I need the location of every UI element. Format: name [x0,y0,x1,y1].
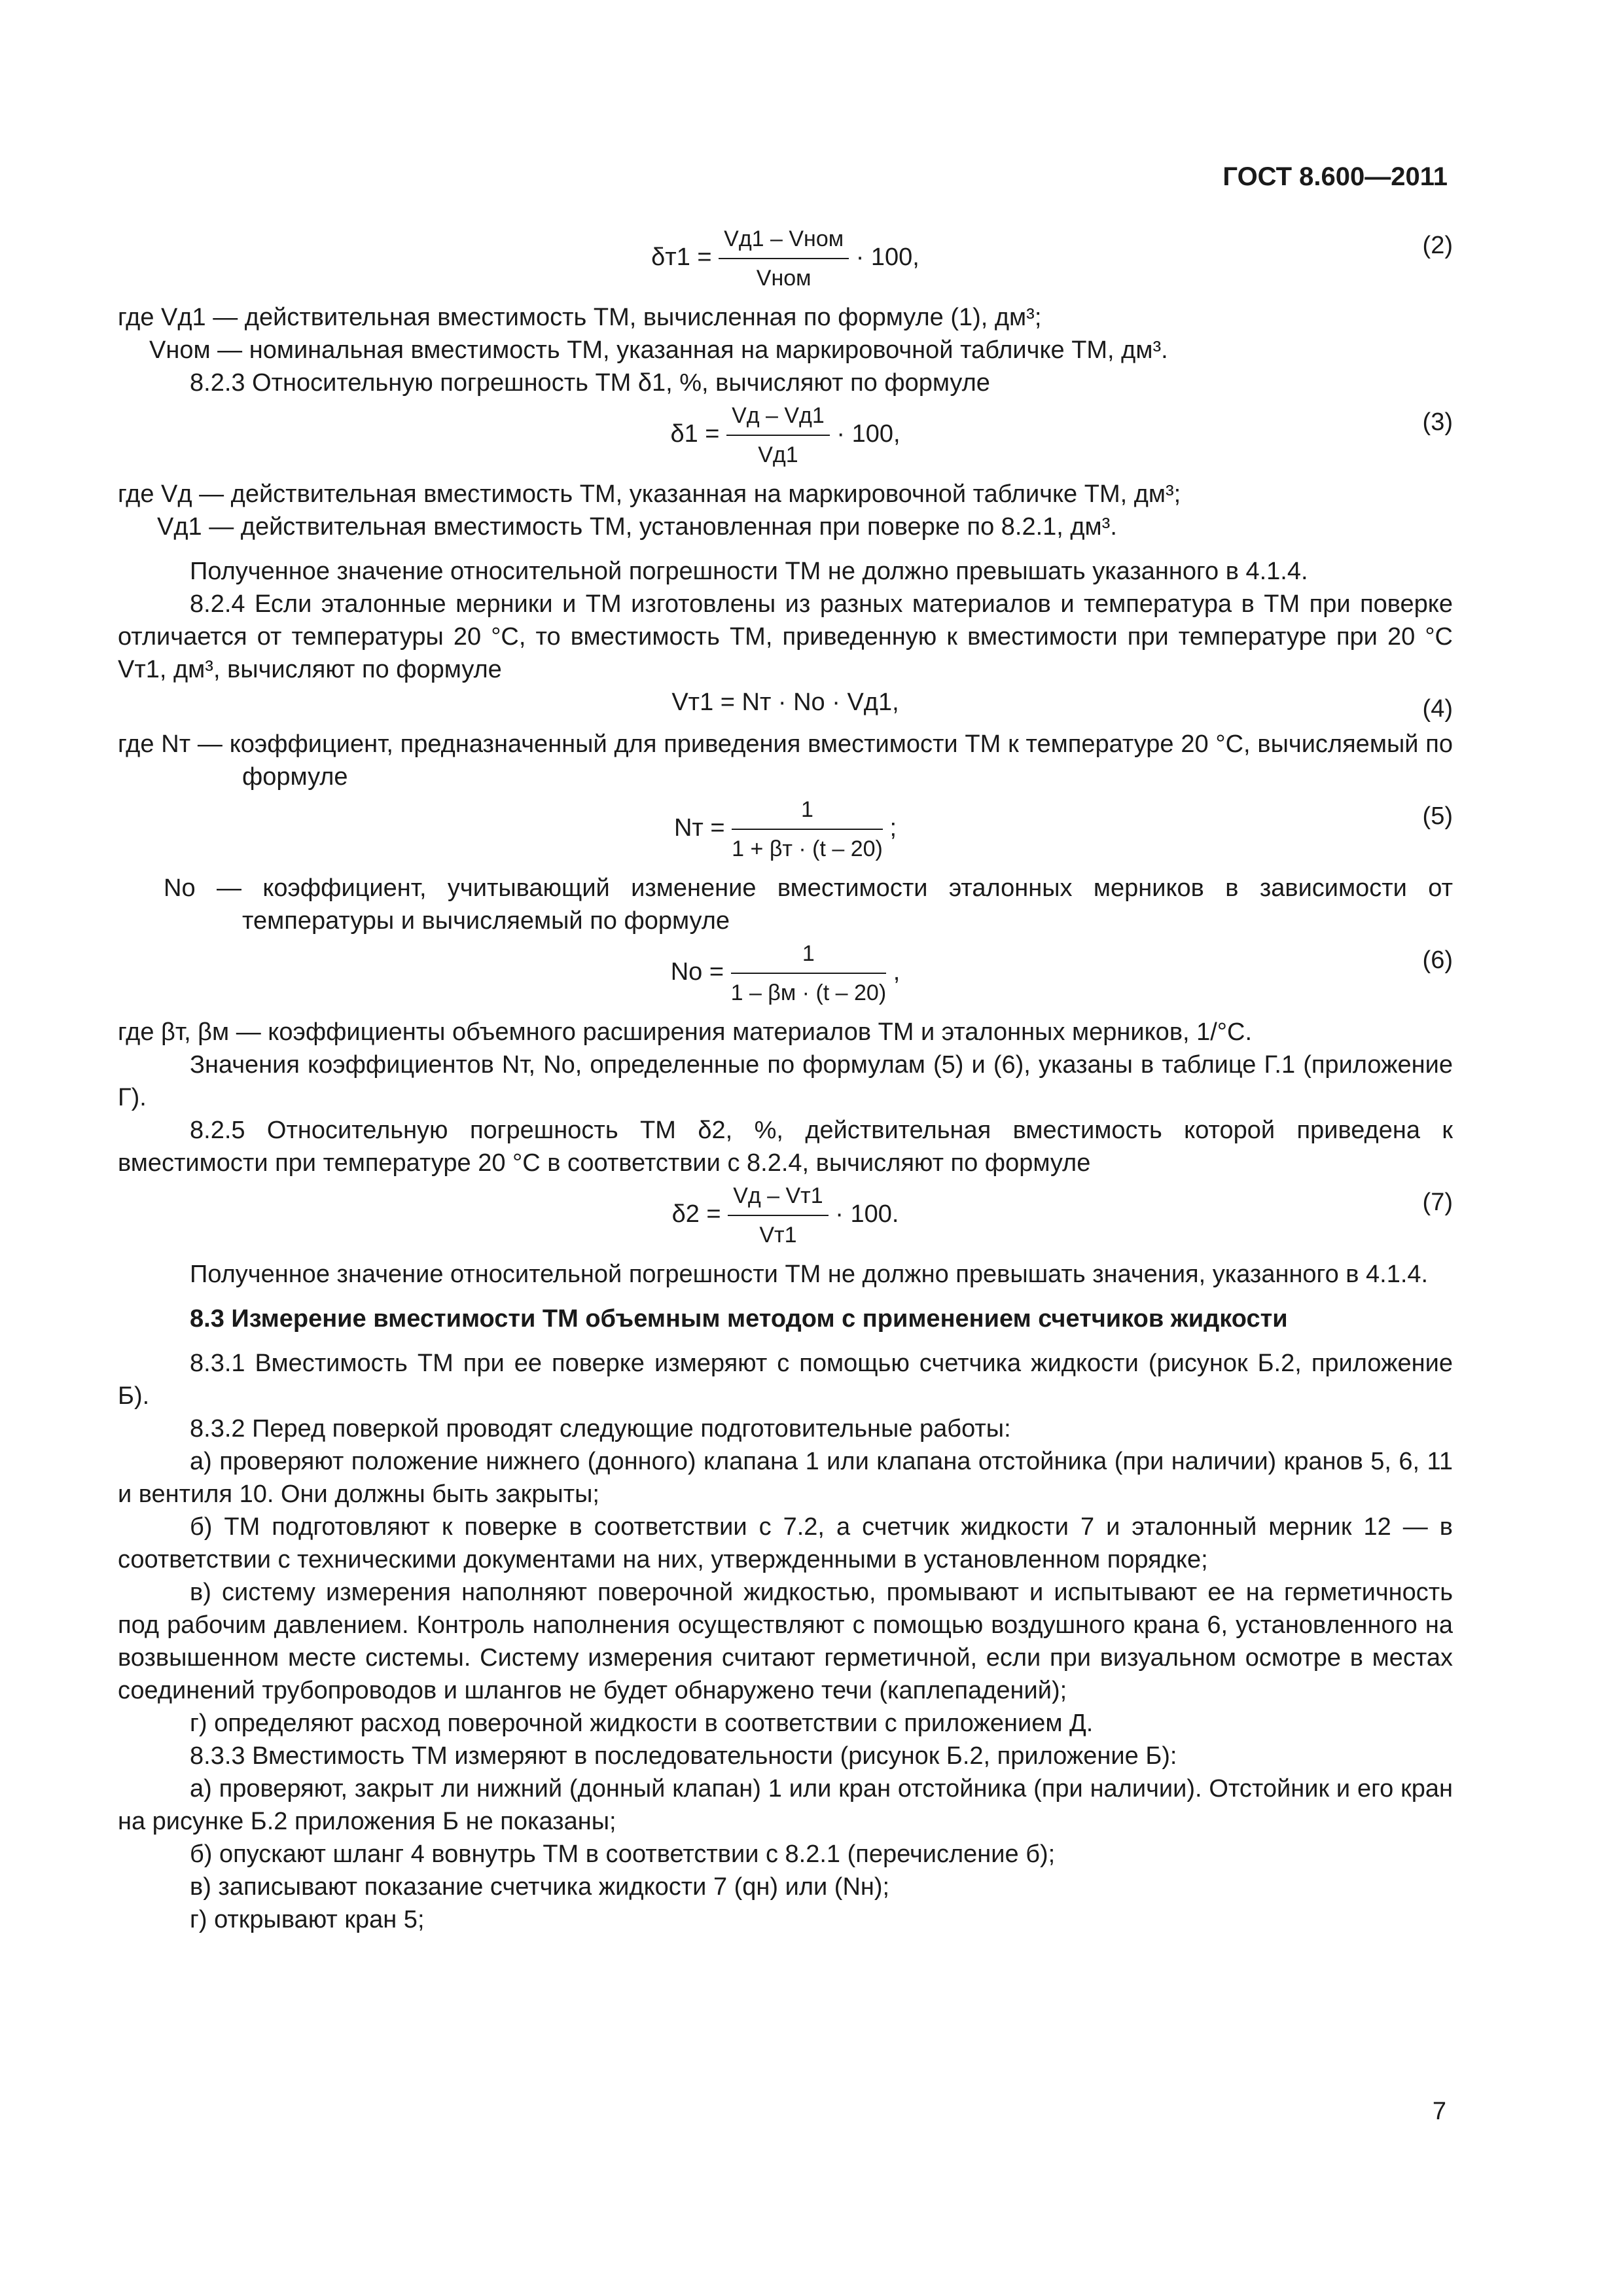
where-beta: где βт, βм — коэффициенты объемного расширения материалов ТМ и эталонных мерников, 1/°С. [118,1018,1253,1046]
formula-5-fraction [732,793,883,865]
formula-3-lhs: δ1 = [670,420,720,448]
result-paragraph-2: Полученное значение относительной погрешности ТМ не должно превышать значения, указанного в 4.1.4. [190,1261,1429,1288]
formula-2-lhs: δт1 = [651,243,712,272]
paragraph-8-3-3: 8.3.3 Вместимость ТМ измеряют в последовательности (рисунок Б.2, приложение Б): [190,1742,1177,1770]
paragraph-8-2-4: 8.2.4 Если эталонные мерники и ТМ изготовлены из разных материалов и температура в ТМ при поверке отличается от температуры 20 °С, то вместимость ТМ, приведенную к вместимости при температуре при 20 °С Vт1, дм³, вычисляют по формуле [118,590,1453,683]
paragraph-8-3-3-a: а) проверяют, закрыт ли нижний (донный клапан) 1 или кран отстойника (при наличии). Отстойник и его кран на рисунке Б.2 приложения Б не показаны; [118,1775,1453,1835]
coefficients-paragraph: Значения коэффициентов Nт, Nо, определенные по формулам (5) и (6), указаны в таблице Г.1 (приложение Г). [118,1051,1453,1111]
formula-6-tail: , [893,958,901,986]
formula-3-fraction [726,399,830,471]
where-vd1-2: Vд1 — действительная вместимость ТМ, установленная при поверке по 8.2.1, дм³. [157,513,1117,541]
paragraph-8-3-1: 8.3.1 Вместимость ТМ при ее поверке измеряют с помощью счетчика жидкости (рисунок Б.2, приложение Б). [118,1350,1453,1410]
formula-2-tail: · 100, [855,243,919,272]
formula-5-tail: ; [889,814,897,842]
where-nt: где Nт — коэффициент, предназначенный для приведения вместимости ТМ к температуре 20 °С, вычисляемый по формуле [118,730,1453,791]
formula-5-numerator: 1 [732,793,883,830]
doc-header-code: ГОСТ 8.600—2011 [1222,162,1448,191]
formula-7-numerator: Vд – Vт1 [728,1179,828,1216]
formula-5 [118,793,1453,872]
formula-7-number: (7) [1422,1189,1453,1216]
formula-6-lhs: Nо = [670,958,724,986]
formula-3-numerator: Vд – Vд1 [726,399,830,436]
paragraph-8-2-5: 8.2.5 Относительную погрешность ТМ δ2, %, действительная вместимость которой приведена к вместимости при температуре 20 °С в соответствии с 8.2.4, вычисляют по формуле [118,1117,1453,1177]
section-heading-8-3: 8.3 Измерение вместимости ТМ объемным методом с применением счетчиков жидкости [190,1305,1288,1333]
formula-3-number: (3) [1422,408,1453,436]
formula-5-denominator: 1 + βт · (t – 20) [732,836,883,861]
paragraph-8-2-3: 8.2.3 Относительную погрешность ТМ δ1, %, вычисляют по формуле [190,369,990,397]
formula-2-number: (2) [1422,232,1453,259]
where-no: Nо — коэффициент, учитывающий изменение вместимости эталонных мерников в зависимости от температуры и вычисляемый по формуле [164,874,1453,935]
paragraph-8-3-2-c: в) систему измерения наполняют поверочной жидкостью, промывают и испытывают ее на герметичность под рабочим давлением. Контроль наполнения осуществляют с помощью воздушного крана 6, установленного на возвышенном месте системы. Систему измерения считают герметичной, если при визуальном осмотре в местах соединений трубопроводов и шлангов не будет обнаружено течи (каплепадений); [118,1579,1453,1704]
formula-2-fraction [719,223,849,295]
formula-4 [118,686,1453,728]
formula-7-denominator: Vт1 [759,1223,797,1247]
formula-4-number: (4) [1422,695,1453,723]
paragraph-8-3-3-b: б) опускают шланг 4 вовнутрь ТМ в соответствии с 8.2.1 (перечисление б); [190,1840,1056,1868]
page-number: 7 [1432,2098,1446,2125]
paragraph-8-3-2-a: а) проверяют положение нижнего (донного) клапана 1 или клапана отстойника (при наличии) кранов 5, 6, 11 и вентиля 10. Они должны быть закрыты; [118,1448,1453,1508]
formula-3-tail: · 100, [836,420,901,448]
result-paragraph-1: Полученное значение относительной погрешности ТМ не должно превышать указанного в 4.1.4. [190,558,1308,585]
paragraph-8-3-2: 8.3.2 Перед поверкой проводят следующие подготовительные работы: [190,1415,1011,1443]
where-vd: где Vд — действительная вместимость ТМ, указанная на маркировочной табличке ТМ, дм³; [118,480,1181,508]
paragraph-8-3-2-b: б) ТМ подготовляют к поверке в соответствии с 7.2, а счетчик жидкости 7 и эталонный мерник 12 — в соответствии с техническими документами на них, утвержденными в установленном порядке; [118,1513,1453,1573]
formula-7-tail: · 100. [835,1200,899,1229]
where-vnom: Vном — номинальная вместимость ТМ, указанная на маркировочной табличке ТМ, дм³. [149,336,1168,364]
paragraph-8-3-3-c: в) записывают показание счетчика жидкости 7 (qн) или (Nн); [190,1873,890,1901]
paragraph-8-3-3-d: г) открывают кран 5; [190,1906,425,1933]
formula-5-lhs: Nт = [673,814,725,842]
page-content [118,223,1453,1936]
formula-6-number: (6) [1422,946,1453,974]
formula-7-fraction [728,1179,828,1251]
formula-5-number: (5) [1422,802,1453,830]
formula-3-denominator: Vд1 [758,442,798,467]
formula-2-numerator: Vд1 – Vном [719,223,849,259]
formula-2 [118,223,1453,301]
formula-2-denominator: Vном [756,266,812,291]
formula-7-lhs: δ2 = [671,1200,721,1229]
formula-7 [118,1179,1453,1258]
paragraph-8-3-2-d: г) определяют расход поверочной жидкости в соответствии с приложением Д. [190,1710,1094,1737]
formula-6-numerator: 1 [731,937,887,974]
formula-4-text: Vт1 = Nт · Nо · Vд1, [671,689,899,716]
where-vd1: где Vд1 — действительная вместимость ТМ, вычисленная по формуле (1), дм³; [118,304,1042,331]
formula-6-denominator: 1 – βм · (t – 20) [730,980,887,1005]
formula-6-fraction [731,937,887,1009]
formula-3 [118,399,1453,478]
formula-6 [118,937,1453,1016]
